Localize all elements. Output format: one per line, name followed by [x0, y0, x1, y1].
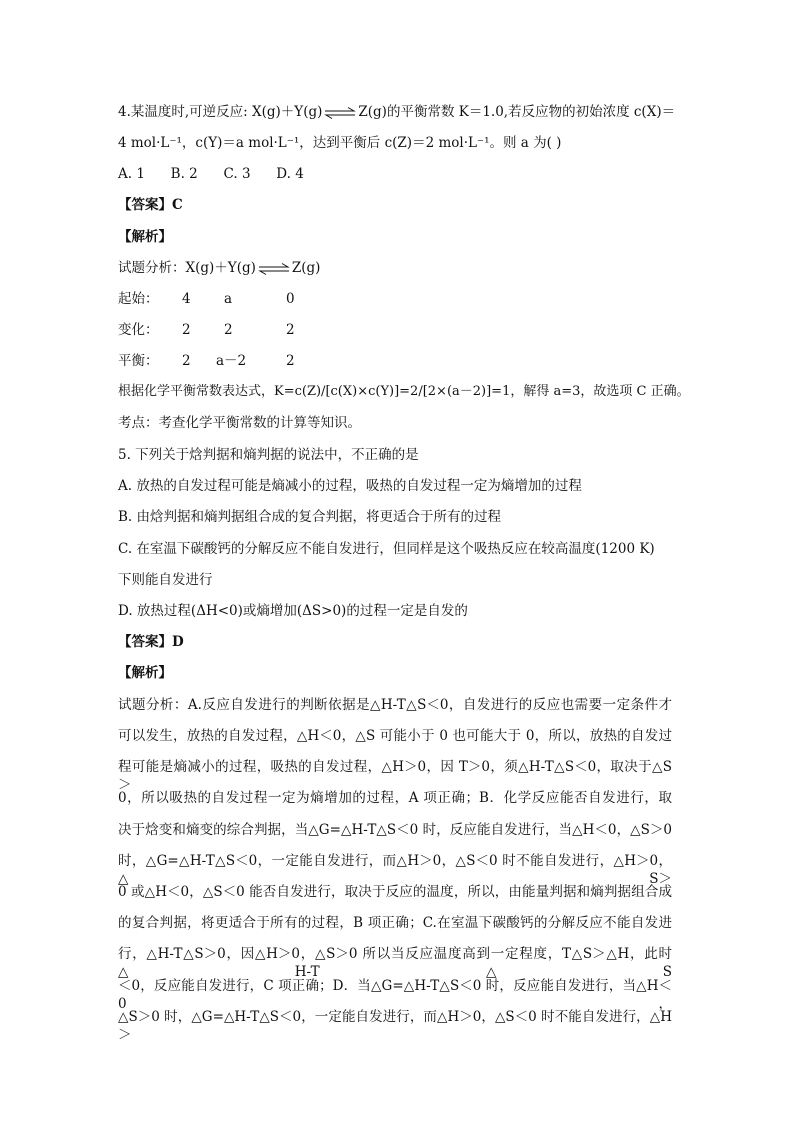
- row-change-y: 2: [224, 322, 233, 338]
- question-4-stem-part1: 4.某温度时,可逆反应: X(g)＋Y(g): [118, 104, 323, 120]
- question-5-option-c-cont: 下则能自发进行: [118, 572, 213, 588]
- question-5-option-d: D. 放热过程(ΔH<0)或熵增加(ΔS>0)的过程一定是自发的: [118, 603, 468, 619]
- row-change-label: 变化：: [118, 322, 159, 338]
- question-4-options: A. 1 B. 2 C. 3 D. 4: [118, 166, 304, 182]
- question-4-stem-part2: Z(g)的平衡常数 K＝1.0,若反应物的初始浓度 c(X)＝: [358, 104, 676, 120]
- equilibrium-arrow-icon: [323, 107, 357, 119]
- analysis-line: 程可能是熵减小的过程，吸热的自发过程，△H＞0，因 T＞0，须△H-T△S＜0，取决于△S＞: [118, 759, 672, 793]
- question-5-analysis-label: 【解析】: [118, 665, 172, 681]
- question-4-stem: [118, 103, 675, 121]
- row-equilibrium-y: a－2: [216, 353, 247, 369]
- question-5-option-b: B. 由焓判据和熵判据组合成的复合判据，将更适合于所有的过程: [118, 509, 502, 525]
- analysis-line: 0 或△H＜0，△S＜0 能否自发进行，取决于反应的温度，所以，由能量判据和熵判据组合成: [118, 884, 672, 900]
- row-change-z: 2: [286, 322, 295, 338]
- question-4-conclusion: 根据化学平衡常数表达式，K=c(Z)/[c(X)×c(Y)]=2/[2×(a－2)]=1，解得 a=3，故选项 C 正确。: [118, 384, 690, 399]
- row-change-x: 2: [182, 322, 191, 338]
- equilibrium-arrow-icon: [257, 263, 291, 275]
- analysis-line: △S＞0 时，△G=△H-T△S＜0，一定能自发进行，而△H＞0，△S＜0 时不能自发进行，△H＞: [118, 1009, 672, 1043]
- question-4-analysis-label: 【解析】: [118, 229, 172, 245]
- analysis-line: 0，所以吸热的自发过程一定为熵增加的过程，A 项正确；B．化学反应能否自发进行，取: [118, 790, 672, 806]
- analysis-line: ＜0，反应能自发进行，C 项正确；D．当△G=△H-T△S＜0 时，反应能自发进行，当△H＜0，: [118, 978, 672, 1012]
- row-equilibrium-z: 2: [286, 353, 295, 369]
- question-5-option-c: C. 在室温下碳酸钙的分解反应不能自发进行，但同样是这个吸热反应在较高温度(1200 K): [118, 541, 655, 557]
- row-initial-label: 起始：: [118, 291, 159, 307]
- analysis-line: 行，△H-T△S＞0，因△H＞0，△S＞0 所以当反应温度高到一定程度，T△S＞△H，此时△H-T△S: [118, 946, 672, 980]
- question-4-analysis-intro: [118, 259, 320, 277]
- analysis-line: 试题分析：A.反应自发进行的判断依据是△H-T△S＜0，自发进行的反应也需要一定条件才: [118, 697, 672, 713]
- row-equilibrium-x: 2: [182, 353, 191, 369]
- row-initial-x: 4: [182, 291, 191, 307]
- question-5-option-a: A. 放热的自发过程可能是熵减小的过程，吸热的自发过程一定为熵增加的过程: [118, 478, 582, 494]
- analysis-line: 的复合判据，将更适合于所有的过程，B 项正确；C.在室温下碳酸钙的分解反应不能自发进: [118, 915, 672, 931]
- question-4-answer: 【答案】C: [118, 197, 183, 213]
- question-4-kaodian: 考点：考查化学平衡常数的计算等知识。: [118, 415, 361, 431]
- analysis-intro-part1: 试题分析：X(g)＋Y(g): [118, 260, 256, 276]
- row-initial-y: a: [224, 291, 233, 307]
- question-4-stem-line2: 4 mol·L⁻¹，c(Y)＝a mol·L⁻¹，达到平衡后 c(Z)＝2 mol·L⁻¹。则 a 为( ): [118, 135, 562, 151]
- row-initial-z: 0: [286, 291, 295, 307]
- analysis-intro-part2: Z(g): [291, 260, 321, 276]
- row-equilibrium-label: 平衡：: [118, 353, 159, 369]
- analysis-line: 时，△G=△H-T△S＜0，一定能自发进行，而△H＞0，△S＜0 时不能自发进行，△H＞0，△S＞: [118, 853, 672, 887]
- question-5-stem: 5. 下列关于焓判据和熵判据的说法中，不正确的是: [118, 447, 419, 463]
- analysis-line: 决于焓变和熵变的综合判据，当△G=△H-T△S＜0 时，反应能自发进行，当△H＜0，△S＞0: [118, 822, 672, 838]
- question-5-answer: 【答案】D: [118, 634, 184, 650]
- analysis-line: 可以发生，放热的自发过程，△H＜0，△S 可能小于 0 也可能大于 0，所以，放热的自发过: [118, 728, 672, 744]
